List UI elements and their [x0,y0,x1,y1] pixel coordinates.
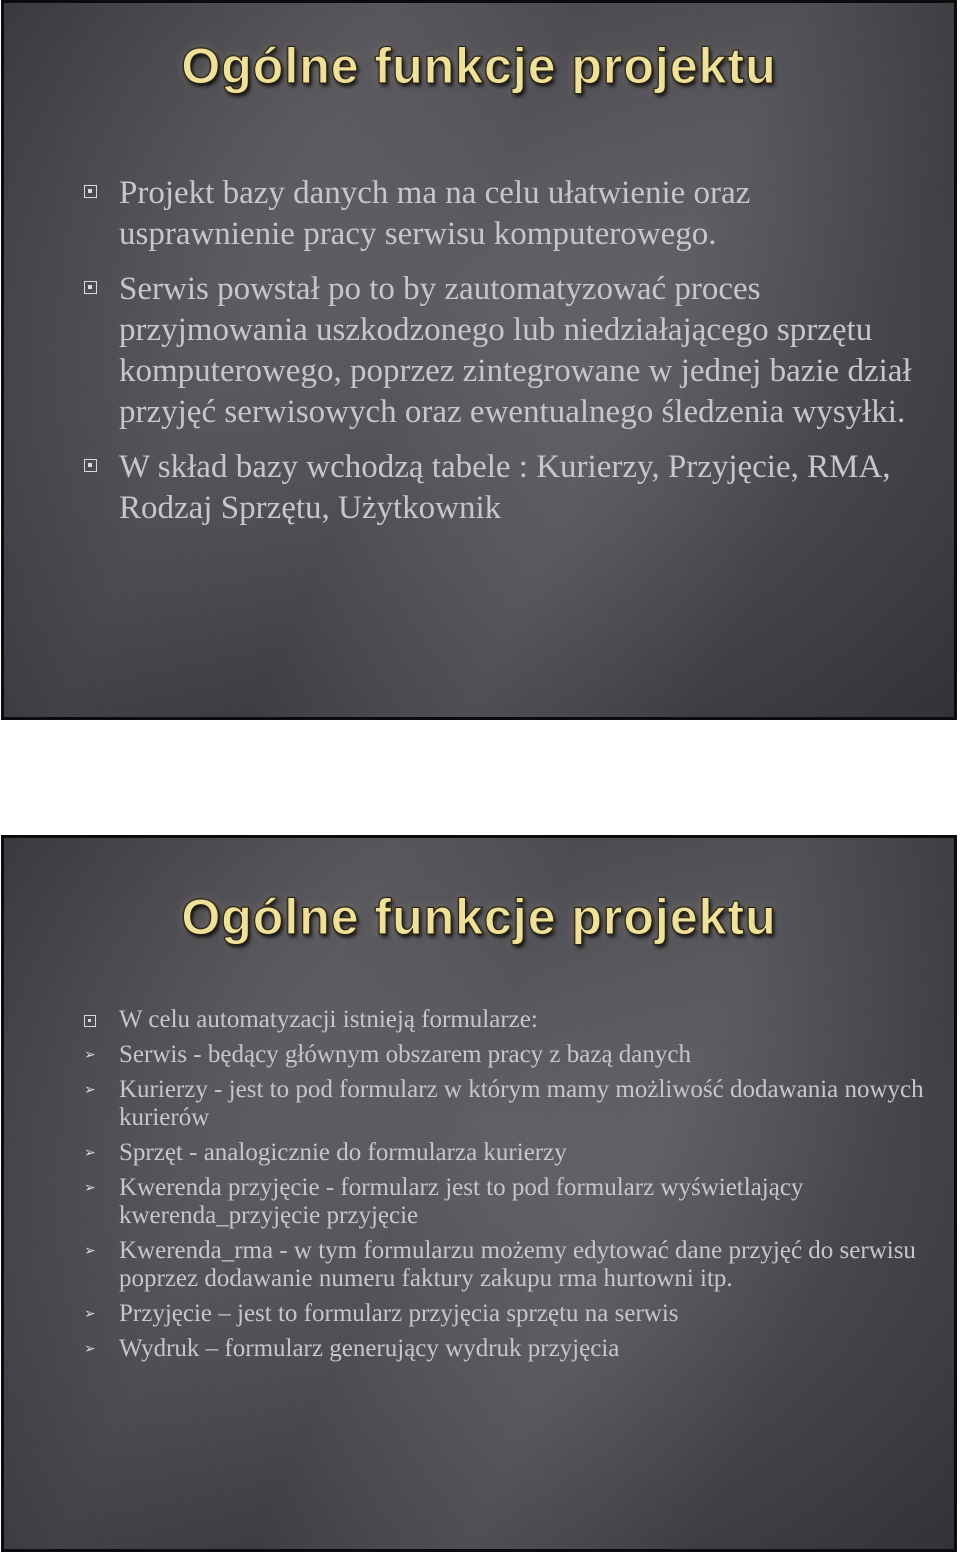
bullet-text: Kwerenda przyjęcie - formularz jest to pod formularz wyświetlający kwerenda_przyjęcie przyjęcie [119,1174,804,1229]
bullet-text: Serwis - będący głównym obszarem pracy z bazą danych [119,1041,691,1068]
arrow-bullet-icon: ➢ [84,1082,96,1098]
slide-2 [1,835,957,1552]
slide-2-bullet-8 [4,1335,954,1363]
bullet-text: W celu automatyzacji istnieją formularze: [119,1006,538,1033]
bullet-text: W skład bazy wchodzą tabele : Kurierzy, Przyjęcie, RMA, Rodzaj Sprzętu, Użytkownik [119,449,891,526]
slide-2-bullet-list [4,1006,954,1370]
square-bullet-icon [84,459,97,472]
slide-2-bullet-2 [4,1041,954,1069]
arrow-bullet-icon: ➢ [84,1145,96,1161]
bullet-text: Kurierzy - jest to pod formularz w którym mamy możliwość dodawania nowych kurierów [119,1076,924,1131]
slide-1-bullet-2 [4,269,954,433]
slide-1-title: Ogólne funkcje projektu [181,38,777,94]
arrow-bullet-icon: ➢ [84,1180,96,1196]
slide-1-bullet-3 [4,447,954,529]
bullet-text: Kwerenda_rma - w tym formularzu możemy edytować dane przyjęć do serwisu poprzez dodawanie numeru faktury zakupu rma hurtowni itp. [119,1237,916,1292]
slide-1-bullet-list [4,173,954,543]
slide-2-bullet-5 [4,1174,954,1230]
bullet-text: Wydruk – formularz generujący wydruk przyjęcia [119,1335,620,1362]
arrow-bullet-icon: ➢ [84,1306,96,1322]
slide-2-bullet-1 [4,1006,954,1034]
slide-2-bullet-6 [4,1237,954,1293]
slide-2-bullet-7 [4,1300,954,1328]
square-bullet-icon [84,185,97,198]
arrow-bullet-icon: ➢ [84,1341,96,1357]
slide-1-bullet-1 [4,173,954,255]
slide-2-bullet-3 [4,1076,954,1132]
bullet-text: Projekt bazy danych ma na celu ułatwienie oraz usprawnienie pracy serwisu komputerowego. [119,175,751,252]
arrow-bullet-icon: ➢ [84,1047,96,1063]
square-bullet-icon [84,1015,96,1027]
bullet-text: Serwis powstał po to by zautomatyzować proces przyjmowania uszkodzonego lub niedziałającego sprzętu komputerowego, poprzez zintegrowane w jednej bazie dział przyjęć serwisowych oraz ewentualnego śledzenia wysyłki. [119,271,912,430]
bullet-text: Przyjęcie – jest to formularz przyjęcia sprzętu na serwis [119,1300,679,1327]
square-bullet-icon [84,281,97,294]
slide-1 [1,0,957,720]
slide-2-title: Ogólne funkcje projektu [181,889,777,945]
bullet-text: Sprzęt - analogicznie do formularza kurierzy [119,1139,567,1166]
arrow-bullet-icon: ➢ [84,1243,96,1259]
slide-2-bullet-4 [4,1139,954,1167]
